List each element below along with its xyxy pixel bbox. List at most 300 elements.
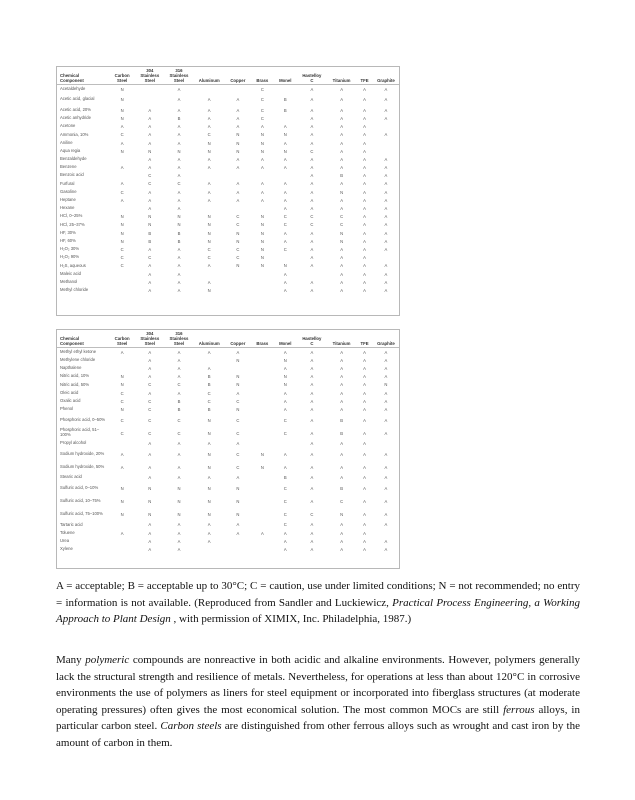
- rating-cell: A: [310, 530, 314, 536]
- rating-cell: A: [310, 374, 314, 380]
- rating-cell: A: [207, 365, 211, 371]
- rating-cell: A: [260, 124, 264, 130]
- rating-cell: A: [363, 222, 366, 228]
- rating-cell: [194, 270, 225, 278]
- rating-cell: A: [236, 97, 240, 103]
- rating-cell: [274, 172, 297, 180]
- rating-cell: A: [177, 197, 181, 203]
- rating-cell: A: [148, 156, 152, 162]
- chemical-name-cell: Napthalene: [60, 365, 82, 371]
- rating-cell: [225, 364, 251, 372]
- chemical-name-cell: Furfural: [60, 180, 75, 186]
- rating-cell: A: [340, 349, 343, 355]
- rating-cell: A: [310, 522, 314, 528]
- rating-cell: N: [120, 374, 124, 380]
- rating-cell: C: [148, 173, 152, 179]
- rating-cell: [251, 521, 274, 529]
- rating-cell: N: [207, 451, 211, 457]
- table-row: [57, 495, 399, 508]
- rating-cell: A: [363, 365, 366, 371]
- rating-cell: A: [384, 547, 388, 553]
- table-row: [57, 270, 399, 278]
- chemical-name-cell: Acetic acid, glacial: [60, 96, 95, 102]
- column-header-line: 316: [175, 68, 183, 73]
- rating-cell: A: [310, 390, 314, 396]
- rating-cell: A: [120, 181, 124, 187]
- rating-cell: A: [236, 349, 240, 355]
- rating-cell: A: [283, 156, 287, 162]
- rating-cell: C: [310, 148, 314, 154]
- rating-cell: A: [148, 206, 152, 212]
- table-row: [57, 389, 399, 397]
- rating-cell: [251, 348, 274, 357]
- rating-cell: N: [236, 263, 240, 269]
- table-row: [57, 196, 399, 204]
- paragraph-s1a: Many: [56, 654, 86, 666]
- rating-cell: A: [236, 189, 240, 195]
- chemical-name-cell: Xylene: [60, 546, 73, 552]
- rating-cell: A: [310, 189, 314, 195]
- rating-cell: A: [384, 485, 388, 491]
- rating-cell: A: [340, 148, 343, 154]
- rating-cell: A: [340, 263, 343, 269]
- column-header-line: Chemical: [60, 73, 80, 78]
- rating-cell: A: [384, 173, 388, 179]
- rating-cell: [251, 356, 274, 364]
- rating-cell: A: [177, 287, 181, 293]
- table-1-grid: [57, 67, 399, 295]
- rating-cell: N: [177, 222, 181, 228]
- rating-cell: A: [177, 132, 181, 138]
- rating-cell: N: [207, 238, 211, 244]
- rating-cell: [109, 440, 135, 448]
- rating-cell: A: [384, 430, 388, 436]
- column-header-line: Steel: [117, 78, 128, 83]
- rating-cell: A: [384, 197, 388, 203]
- rating-cell: C: [148, 417, 152, 423]
- column-header-line: Stainless: [140, 336, 160, 341]
- table-row: [57, 237, 399, 245]
- table-row: [57, 278, 399, 286]
- rating-cell: A: [283, 547, 287, 553]
- rating-cell: A: [148, 271, 152, 277]
- rating-cell: A: [363, 255, 366, 261]
- paragraph-text: [56, 652, 580, 751]
- rating-cell: A: [384, 238, 388, 244]
- rating-cell: C: [340, 498, 344, 504]
- rating-cell: C: [177, 430, 181, 436]
- rating-cell: A: [177, 189, 181, 195]
- rating-cell: N: [283, 374, 287, 380]
- rating-cell: A: [384, 222, 388, 228]
- rating-cell: A: [340, 530, 343, 536]
- rating-cell: A: [177, 547, 181, 553]
- chemical-name-cell: Phenol: [60, 406, 74, 412]
- rating-cell: A: [363, 230, 366, 236]
- rating-cell: C: [236, 430, 240, 436]
- rating-cell: C: [260, 115, 264, 121]
- table-row: [57, 221, 399, 229]
- column-header: [57, 67, 109, 85]
- rating-cell: A: [236, 156, 240, 162]
- table-row: [57, 254, 399, 262]
- table-1-body: [57, 85, 399, 295]
- rating-cell: A: [236, 522, 240, 528]
- rating-cell: A: [384, 189, 388, 195]
- paragraph-carbon-steels: Carbon steels: [160, 720, 222, 732]
- column-header: [274, 330, 297, 348]
- rating-cell: A: [207, 181, 211, 187]
- table-row: [57, 114, 399, 122]
- rating-cell: A: [120, 464, 124, 470]
- rating-cell: A: [177, 173, 181, 179]
- table-2-body: [57, 348, 399, 554]
- rating-cell: B: [340, 417, 343, 423]
- rating-cell: N: [120, 485, 124, 491]
- chemical-name-cell: Gasoline: [60, 188, 77, 194]
- rating-cell: N: [340, 511, 344, 517]
- column-header-line: Component: [60, 78, 84, 83]
- rating-cell: A: [283, 124, 287, 130]
- rating-cell: A: [363, 451, 366, 457]
- rating-cell: A: [177, 357, 181, 363]
- paragraph-ferrous: ferrous: [503, 703, 535, 716]
- rating-cell: A: [384, 206, 388, 212]
- rating-cell: A: [310, 255, 314, 261]
- table-row: [57, 521, 399, 529]
- rating-cell: A: [340, 197, 343, 203]
- table-row: [57, 405, 399, 413]
- rating-cell: A: [177, 349, 181, 355]
- rating-cell: A: [177, 140, 181, 146]
- rating-cell: N: [148, 498, 152, 504]
- rating-cell: C: [283, 214, 287, 220]
- rating-cell: N: [236, 485, 240, 491]
- rating-cell: N: [340, 189, 344, 195]
- rating-cell: A: [363, 382, 366, 388]
- rating-cell: A: [340, 124, 343, 130]
- rating-cell: N: [148, 222, 152, 228]
- legend-post: , with permission of XIMIX, Inc. Philadelphia, 1987.): [170, 613, 412, 625]
- rating-cell: N: [236, 406, 240, 412]
- rating-cell: C: [283, 511, 287, 517]
- rating-cell: B: [177, 406, 181, 412]
- rating-cell: A: [283, 464, 287, 470]
- rating-cell: N: [260, 451, 264, 457]
- rating-cell: A: [148, 165, 152, 171]
- rating-cell: N: [120, 148, 124, 154]
- rating-cell: C: [120, 189, 124, 195]
- column-header-line: Steel: [173, 341, 185, 346]
- rating-cell: [109, 270, 135, 278]
- paragraph-polymeric: polymeric: [85, 654, 130, 666]
- rating-cell: A: [207, 349, 211, 355]
- rating-cell: A: [207, 263, 211, 269]
- rating-cell: A: [283, 279, 287, 285]
- rating-cell: A: [363, 406, 366, 412]
- chemical-name-cell: Urea: [60, 538, 70, 544]
- column-header: [135, 330, 164, 348]
- rating-cell: C: [283, 485, 287, 491]
- rating-cell: A: [236, 115, 240, 121]
- rating-cell: A: [310, 547, 314, 553]
- rating-cell: A: [310, 538, 314, 544]
- table-row: [57, 356, 399, 364]
- rating-cell: [373, 529, 399, 537]
- chemical-name-cell: Oxalic acid: [60, 397, 81, 403]
- rating-cell: A: [236, 124, 240, 130]
- rating-cell: C: [283, 430, 287, 436]
- legend-book-title: Practical Process Engineering, a Working Approach to Plant Design: [56, 596, 580, 625]
- chemical-name-cell: HF, 30%: [60, 229, 76, 235]
- rating-cell: N: [177, 511, 181, 517]
- rating-cell: A: [236, 530, 240, 536]
- rating-cell: A: [340, 464, 343, 470]
- rating-cell: A: [340, 522, 343, 528]
- rating-cell: A: [310, 398, 314, 404]
- table-2-grid: [57, 330, 399, 554]
- table-row: [57, 545, 399, 553]
- rating-cell: A: [384, 115, 388, 121]
- rating-cell: N: [283, 132, 287, 138]
- rating-cell: N: [283, 263, 287, 269]
- rating-cell: A: [177, 365, 181, 371]
- rating-cell: [251, 172, 274, 180]
- rating-cell: A: [340, 181, 343, 187]
- rating-cell: [373, 254, 399, 262]
- rating-cell: A: [310, 124, 314, 130]
- rating-cell: A: [340, 390, 343, 396]
- rating-cell: N: [260, 132, 264, 138]
- rating-cell: [251, 397, 274, 405]
- rating-cell: C: [120, 417, 124, 423]
- rating-cell: A: [340, 398, 343, 404]
- chemical-name-cell: Methyl ethyl ketone: [60, 348, 97, 354]
- rating-cell: A: [177, 97, 181, 103]
- rating-cell: A: [310, 165, 314, 171]
- rating-cell: A: [340, 287, 343, 293]
- rating-cell: A: [340, 538, 343, 544]
- chemical-name-cell: Tartaric acid: [60, 521, 83, 527]
- table-row: [57, 348, 399, 357]
- rating-cell: A: [384, 349, 388, 355]
- rating-cell: A: [384, 230, 388, 236]
- rating-cell: B: [177, 398, 181, 404]
- rating-cell: [194, 204, 225, 212]
- table-row: [57, 474, 399, 482]
- rating-cell: N: [236, 140, 240, 146]
- rating-cell: N: [148, 511, 152, 517]
- chemical-name-cell: Benzoic acid: [60, 172, 84, 178]
- rating-cell: A: [177, 530, 181, 536]
- rating-cell: [225, 204, 251, 212]
- rating-cell: A: [384, 538, 388, 544]
- rating-cell: C: [148, 255, 152, 261]
- rating-cell: A: [148, 390, 152, 396]
- column-header-line: Aluminum: [198, 78, 220, 83]
- rating-cell: A: [310, 86, 314, 92]
- rating-cell: A: [148, 522, 152, 528]
- rating-cell: A: [363, 374, 366, 380]
- table-row: [57, 131, 399, 139]
- rating-cell: A: [363, 156, 366, 162]
- rating-cell: [251, 278, 274, 286]
- rating-cell: C: [177, 181, 181, 187]
- corrosion-table-2: [56, 329, 400, 569]
- rating-cell: A: [363, 279, 366, 285]
- rating-cell: [251, 381, 274, 389]
- rating-cell: [251, 364, 274, 372]
- rating-cell: A: [177, 156, 181, 162]
- rating-cell: A: [260, 181, 264, 187]
- column-header: [356, 330, 373, 348]
- rating-cell: [373, 123, 399, 131]
- rating-cell: N: [283, 382, 287, 388]
- rating-cell: A: [363, 148, 366, 154]
- rating-cell: N: [120, 230, 124, 236]
- rating-cell: A: [384, 511, 388, 517]
- rating-cell: C: [283, 246, 287, 252]
- rating-cell: A: [310, 173, 314, 179]
- rating-cell: A: [310, 441, 314, 447]
- chemical-name-cell: H₂S, aqueous: [60, 262, 86, 268]
- column-header: [297, 330, 327, 348]
- rating-cell: A: [363, 287, 366, 293]
- rating-cell: A: [310, 132, 314, 138]
- rating-cell: A: [207, 97, 211, 103]
- rating-cell: A: [283, 165, 287, 171]
- rating-cell: C: [340, 214, 344, 220]
- rating-cell: A: [310, 365, 314, 371]
- rating-cell: C: [207, 390, 211, 396]
- rating-cell: [251, 537, 274, 545]
- rating-cell: [373, 147, 399, 155]
- rating-cell: C: [236, 246, 240, 252]
- rating-cell: A: [340, 547, 343, 553]
- rating-cell: C: [283, 417, 287, 423]
- rating-cell: A: [148, 279, 152, 285]
- rating-cell: A: [148, 140, 152, 146]
- rating-cell: A: [384, 365, 388, 371]
- rating-cell: [109, 172, 135, 180]
- column-header-line: Monel: [279, 78, 292, 83]
- rating-cell: [251, 508, 274, 521]
- column-header: [251, 330, 274, 348]
- rating-cell: N: [207, 430, 211, 436]
- rating-cell: A: [384, 390, 388, 396]
- rating-cell: A: [236, 441, 240, 447]
- rating-cell: A: [384, 417, 388, 423]
- rating-cell: A: [384, 522, 388, 528]
- legend-pre: A = acceptable; B = acceptable up to 30°C; C = caution, use under limited conditions; N = not recommended; no entry = information is not available. (Reproduced from Sandler and Luckiewicz,: [56, 580, 580, 609]
- rating-cell: B: [207, 374, 211, 380]
- rating-cell: A: [363, 441, 366, 447]
- rating-cell: N: [236, 498, 240, 504]
- table-row: [57, 85, 399, 94]
- column-header-line: Aluminum: [198, 341, 220, 346]
- rating-cell: N: [207, 148, 211, 154]
- rating-cell: C: [207, 398, 211, 404]
- body-paragraph: [56, 652, 580, 751]
- rating-cell: B: [177, 115, 181, 121]
- table-row: [57, 414, 399, 427]
- rating-cell: N: [236, 148, 240, 154]
- table-1-header-row: [57, 67, 399, 85]
- rating-cell: A: [310, 263, 314, 269]
- rating-cell: B: [148, 230, 152, 236]
- rating-cell: C: [120, 390, 124, 396]
- rating-cell: A: [148, 107, 152, 113]
- rating-cell: A: [384, 271, 388, 277]
- rating-cell: A: [177, 263, 181, 269]
- rating-cell: A: [340, 115, 343, 121]
- rating-cell: A: [283, 189, 287, 195]
- rating-cell: A: [310, 115, 314, 121]
- column-header-line: Stainless: [169, 73, 189, 78]
- table-row: [57, 147, 399, 155]
- rating-cell: C: [148, 406, 152, 412]
- column-header-line: Steel: [144, 341, 155, 346]
- rating-cell: A: [363, 430, 366, 436]
- rating-cell: A: [310, 287, 314, 293]
- column-header: [327, 67, 356, 85]
- rating-cell: C: [340, 222, 344, 228]
- rating-cell: B: [283, 97, 287, 103]
- rating-cell: A: [148, 374, 152, 380]
- rating-cell: A: [363, 197, 366, 203]
- column-header-line: Brass: [256, 78, 269, 83]
- rating-cell: [251, 474, 274, 482]
- rating-cell: [251, 482, 274, 495]
- column-header: [109, 330, 135, 348]
- table-row: [57, 123, 399, 131]
- rating-cell: A: [148, 451, 152, 457]
- table-legend: [56, 578, 580, 628]
- rating-cell: A: [177, 255, 181, 261]
- rating-cell: A: [310, 464, 314, 470]
- table-row: [57, 397, 399, 405]
- rating-cell: [251, 389, 274, 397]
- rating-cell: A: [148, 132, 152, 138]
- table-row: [57, 482, 399, 495]
- rating-cell: N: [260, 222, 264, 228]
- rating-cell: C: [120, 132, 124, 138]
- rating-cell: A: [310, 238, 314, 244]
- rating-cell: A: [207, 279, 211, 285]
- rating-cell: N: [236, 382, 240, 388]
- rating-cell: C: [283, 498, 287, 504]
- rating-cell: A: [363, 522, 366, 528]
- table-row: [57, 461, 399, 474]
- rating-cell: C: [260, 86, 264, 92]
- rating-cell: N: [120, 222, 124, 228]
- rating-cell: N: [260, 230, 264, 236]
- rating-cell: C: [283, 222, 287, 228]
- chemical-name-cell: Acetic acid, 20%: [60, 106, 91, 112]
- rating-cell: A: [207, 124, 211, 130]
- column-header-line: Graphite: [377, 341, 395, 346]
- rating-cell: [373, 440, 399, 448]
- rating-cell: N: [260, 238, 264, 244]
- column-header-line: Chemical: [60, 336, 80, 341]
- rating-cell: A: [260, 165, 264, 171]
- rating-cell: A: [384, 246, 388, 252]
- table-row: [57, 448, 399, 461]
- legend-text: [56, 578, 580, 628]
- rating-cell: A: [363, 86, 366, 92]
- rating-cell: A: [310, 382, 314, 388]
- rating-cell: A: [363, 511, 366, 517]
